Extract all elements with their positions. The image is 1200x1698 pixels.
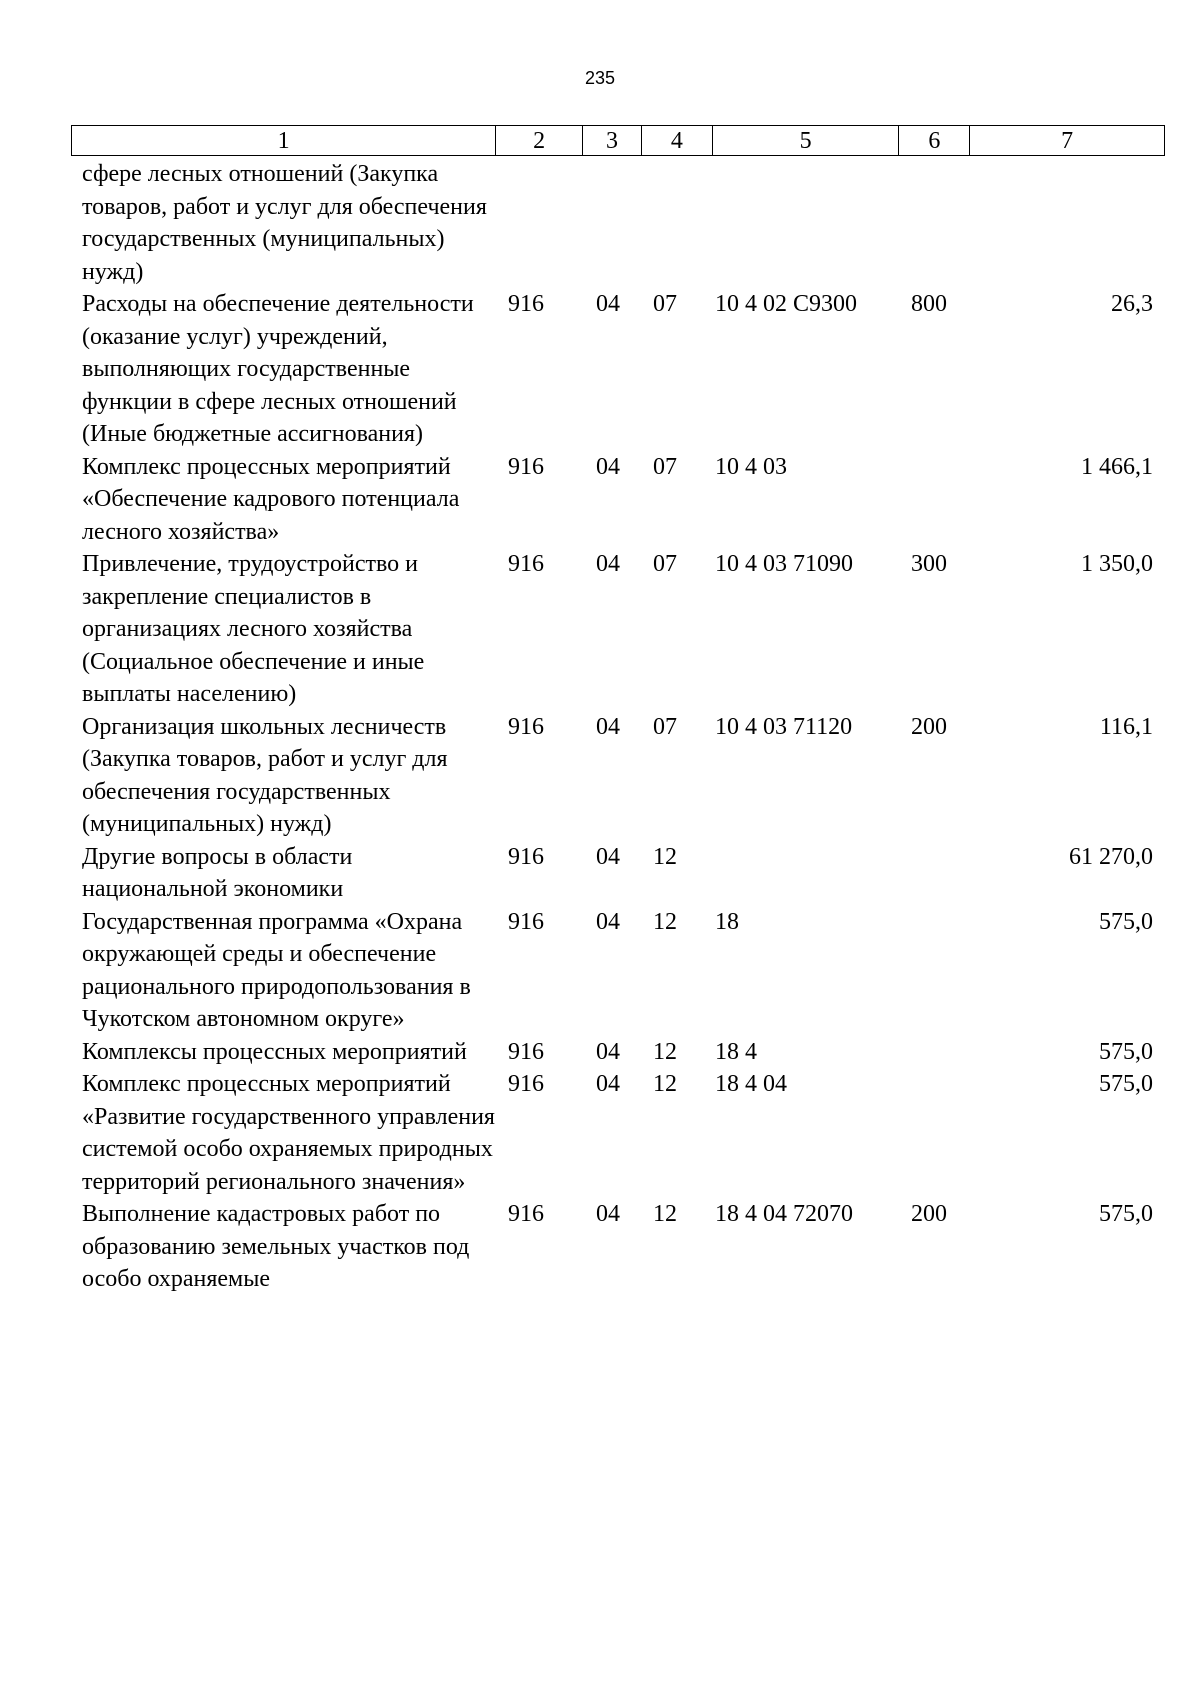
row-col-3: 04	[596, 908, 620, 935]
row-name: Комплексы процессных мероприятий	[82, 1038, 467, 1065]
row-col-3: 04	[596, 843, 620, 870]
row-col-7	[971, 158, 1165, 288]
row-col-2: 916	[508, 551, 544, 577]
row-col-4: 12	[653, 843, 677, 870]
row-col-4: 07	[653, 551, 677, 577]
row-col-7: 26,3	[1111, 291, 1153, 317]
row-col-6: 800	[911, 291, 947, 317]
row-col-6: 200	[911, 1201, 947, 1227]
table-body	[71, 158, 1165, 1296]
row-col-3: 04	[596, 551, 620, 577]
row-name: Комплекс процессных мероприятий «Обеспечение кадрового потенциала лесного хозяйства»	[82, 453, 460, 545]
header-col-2: 2	[496, 126, 583, 155]
header-col-7: 7	[1061, 128, 1074, 154]
row-col-6	[900, 158, 971, 288]
header-col-4: 4	[642, 126, 713, 155]
row-col-2: 916	[508, 291, 544, 317]
table-row	[71, 158, 1165, 288]
row-col-4: 12	[653, 1038, 677, 1065]
row-col-7: 575,0	[1099, 1038, 1153, 1065]
row-col-5: 18 4 04 72070	[715, 1201, 853, 1227]
row-col-7: 575,0	[1099, 1071, 1153, 1097]
header-col-3: 3	[583, 126, 642, 155]
row-col-2: 916	[508, 453, 544, 480]
row-col-5: 18	[715, 908, 739, 935]
row-col-4: 07	[653, 713, 677, 740]
row-col-7: 1 466,1	[1081, 453, 1153, 480]
row-col-6	[900, 451, 971, 549]
row-col-5	[713, 841, 900, 906]
row-col-3: 04	[596, 1201, 620, 1227]
row-name: Другие вопросы в области национальной экономики	[82, 843, 353, 902]
row-name: Привлечение, трудоустройство и закрепление специалистов в организациях лесного хозяйства (Социальное обеспечение и иные выплаты населению)	[82, 551, 425, 707]
table-row	[71, 1198, 1165, 1296]
row-col-3: 04	[596, 453, 620, 480]
row-col-7: 1 350,0	[1081, 551, 1153, 577]
row-col-2: 916	[508, 1201, 544, 1227]
row-name: Расходы на обеспечение деятельности (оказание услуг) учреждений, выполняющих государственные функции в сфере лесных отношений (Иные бюджетные ассигнования)	[82, 291, 474, 447]
table-row	[71, 548, 1165, 711]
row-col-2	[496, 158, 583, 288]
row-col-6	[900, 841, 971, 906]
row-name: Организация школьных лесничеств (Закупка товаров, работ и услуг для обеспечения государственных (муниципальных) нужд)	[82, 713, 448, 837]
table-row	[71, 711, 1165, 841]
row-name: сфере лесных отношений (Закупка товаров, работ и услуг для обеспечения государственных (муниципальных) нужд)	[82, 161, 487, 285]
row-col-7: 61 270,0	[1069, 843, 1153, 870]
page-number: 235	[584, 68, 616, 88]
row-col-5	[713, 158, 900, 288]
row-col-2: 916	[508, 1071, 544, 1097]
row-col-6	[900, 1068, 971, 1198]
row-col-3: 04	[596, 1071, 620, 1097]
table-row	[71, 1036, 1165, 1069]
row-col-4: 07	[653, 453, 677, 480]
table-row	[71, 841, 1165, 906]
header-col-6: 6	[899, 126, 970, 155]
row-col-4: 12	[653, 1071, 677, 1097]
header-col-5: 5	[713, 126, 900, 155]
row-col-7: 575,0	[1099, 1201, 1153, 1227]
row-col-5: 18 4 04	[715, 1071, 787, 1097]
row-col-3	[583, 158, 642, 288]
row-col-6: 300	[911, 551, 947, 577]
table-row	[71, 288, 1165, 451]
row-col-4: 12	[653, 908, 677, 935]
row-col-6	[900, 1036, 971, 1069]
row-col-6	[900, 906, 971, 1036]
row-col-2: 916	[508, 713, 544, 740]
table-header	[71, 125, 1165, 156]
row-col-3: 04	[596, 713, 620, 740]
row-col-7: 116,1	[1099, 713, 1153, 740]
row-col-4	[642, 158, 713, 288]
row-col-2: 916	[508, 908, 544, 935]
row-col-4: 07	[653, 291, 677, 317]
row-col-5: 10 4 03	[715, 453, 787, 480]
row-name: Государственная программа «Охрана окружающей среды и обеспечение рационального природопользования в Чукотском автономном округе»	[82, 908, 471, 1032]
row-col-5: 10 4 03 71120	[715, 713, 853, 740]
row-col-2: 916	[508, 843, 544, 870]
table-row	[71, 1068, 1165, 1198]
row-col-2: 916	[508, 1038, 544, 1065]
header-col-1: 1	[72, 126, 496, 155]
row-col-3: 04	[596, 291, 620, 317]
row-col-5: 10 4 02 С9300	[715, 291, 858, 317]
row-col-5: 18 4	[715, 1038, 757, 1065]
row-col-7: 575,0	[1099, 908, 1153, 935]
row-col-6: 200	[911, 713, 947, 740]
table-row	[71, 451, 1165, 549]
row-name: Комплекс процессных мероприятий «Развитие государственного управления системой особо охраняемых природных территорий регионального значения»	[82, 1071, 495, 1195]
table-row	[71, 906, 1165, 1036]
row-col-5: 10 4 03 71090	[715, 551, 853, 577]
row-name: Выполнение кадастровых работ по образованию земельных участков под особо охраняемые	[82, 1201, 470, 1292]
row-col-4: 12	[653, 1201, 677, 1227]
row-col-3: 04	[596, 1038, 620, 1065]
